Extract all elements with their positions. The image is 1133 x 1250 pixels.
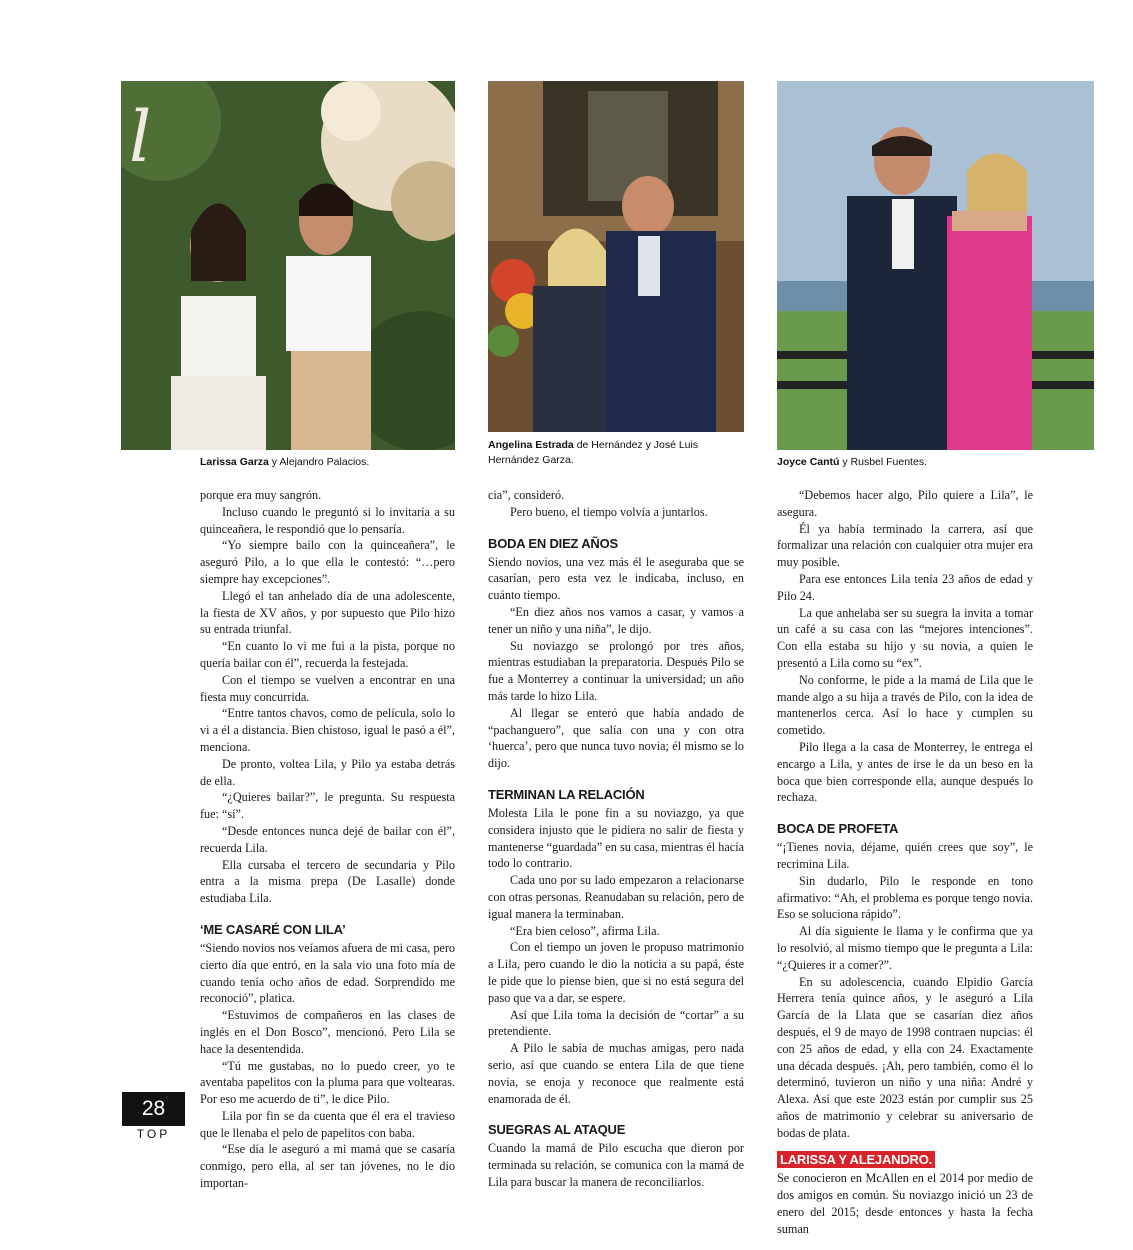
paragraph: Sin dudarlo, Pilo le responde en tono afirmativo: “Ah, el problema es porque tengo novia. Eso se soluciona rápido”. — [777, 873, 1033, 922]
paragraph: “¿Quieres bailar?”, le pregunta. Su respuesta fue: “sí”. — [200, 790, 455, 822]
highlight-heading: LARISSA Y ALEJANDRO. — [777, 1151, 935, 1168]
paragraph: Incluso cuando le preguntó si lo invitaría a su quinceañera, le respondió que lo pensaría. — [200, 504, 455, 536]
paragraph: Pero bueno, el tiempo volvía a juntarlos. — [510, 504, 708, 519]
paragraph: Con el tiempo se vuelven a encontrar en una fiesta muy concurrida. — [200, 672, 455, 704]
photo-larissa-alejandro — [121, 81, 455, 450]
photo-angelina-jose-luis — [488, 81, 744, 432]
paragraph: “Tú me gustabas, no lo puedo creer, yo te aventaba papelitos con la pluma para que voltearas. Por eso me acuerdo de ti”, le dice Pilo. — [200, 1058, 455, 1107]
section-heading: BODA EN DIEZ AÑOS — [488, 535, 618, 551]
paragraph: Pilo llega a la casa de Monterrey, le entrega el encargo a Lila, y antes de irse le da un beso en la boca que bien corresponde ella, aunque después lo rechaza. — [777, 739, 1033, 805]
section-heading: SUEGRAS AL ATAQUE — [488, 1122, 626, 1138]
section-heading: BOCA DE PROFETA — [777, 821, 899, 837]
caption-text: de Hernández y José Luis Hernández Garza. — [488, 439, 699, 466]
section-heading: TERMINAN LA RELACIÓN — [488, 786, 645, 802]
paragraph: “Debemos hacer algo, Pilo quiere a Lila”, le asegura. — [777, 488, 1033, 519]
article-column-3 — [777, 487, 1033, 1238]
section-heading: ‘ME CASARÉ CON LILA’ — [200, 921, 346, 937]
photo-joyce-rusbel — [777, 81, 1094, 450]
paragraph: Con el tiempo un joven le propuso matrimonio a Lila, pero cuando le dio la noticia a su papá, éste le pide que lo piense bien, que si no está segura del paso que va a dar, se espere. — [488, 940, 744, 1005]
caption-name: Joyce Cantú — [777, 456, 840, 468]
paragraph: Para ese entonces Lila tenía 23 años de edad y Pilo 24. — [777, 571, 1033, 603]
photo-caption — [777, 455, 1094, 470]
caption-text: y Alejandro Palacios. — [268, 456, 370, 468]
paragraph: “Era bien celoso”, afirma Lila. — [510, 923, 660, 938]
paragraph: Cuando la mamá de Pilo escucha que dieron por terminada su relación, se comunica con la mamá de Lila para buscar la manera de reconciliarlos. — [488, 1141, 744, 1189]
paragraph: porque era muy sangrón. — [200, 488, 322, 502]
photo-caption — [488, 438, 744, 468]
paragraph: La que anhelaba ser su suegra la invita a tomar un café a su casa con las “mejores intenciones”. Con ella estaba su hijo y su novia, a quien le presentó a Lila como su “ex”. — [777, 605, 1033, 670]
article-column-2 — [488, 487, 744, 1191]
paragraph: “Desde entonces nunca dejé de bailar con él”, recuerda Lila. — [200, 823, 455, 855]
page-number: 28 — [122, 1092, 185, 1126]
paragraph: Cada uno por su lado empezaron a relacionarse con otras personas. Reanudaban su relación, pero de igual manera la terminaban. — [488, 873, 744, 921]
paragraph: Ella cursaba el tercero de secundaria y Pilo entra a la misma prepa (De Lasalle) donde estudiaba Lila. — [200, 857, 455, 906]
svg-text:l: l — [129, 96, 152, 178]
caption-text: y Rusbel Fuentes. — [839, 456, 927, 468]
paragraph: “Entre tantos chavos, como de película, solo lo vi a él a distancia. Bien chistoso, igual le pasó a él”, menciona. — [200, 706, 455, 754]
paragraph: “Estuvimos de compañeros en las clases de inglés en el Don Bosco”, mencionó. Pero Lila se hace la desentendida. — [200, 1008, 455, 1056]
paragraph: Al día siguiente le llama y le confirma que ya lo resolvió, al mismo tiempo que le pregunta a Lila: “¿Quieres ir a comer?”. — [777, 924, 1033, 972]
paragraph: Lila por fin se da cuenta que él era el travieso que le llenaba el pelo de papelitos con baba. — [200, 1108, 455, 1140]
paragraph: “Ese día le aseguró a mi mamá que se casaría conmigo, pero ella, al ser tan jóvenes, no le dio importan- — [200, 1142, 455, 1191]
paragraph: Molesta Lila le pone fin a su noviazgo, ya que considera injusto que le pidiera no salir de fiesta y mantenerse “guardada” en su casa, mientras él hacía todo lo contrario. — [488, 805, 744, 871]
paragraph: Él ya había terminado la carrera, así que formalizar una relación con cualquier otra mujer era muy posible. — [777, 521, 1033, 570]
paragraph: De pronto, voltea Lila, y Pilo ya estaba detrás de ella. — [200, 756, 455, 788]
paragraph: Su noviazgo se prolongó por tres años, mientras estudiaban la preparatoria. Después Pilo se fue a Monterrey a continuar la universidad; un año más tarde lo hizo Lila. — [488, 638, 744, 703]
caption-name: Larissa Garza — [200, 456, 269, 468]
paragraph: A Pilo le sabía de muchas amigas, pero nada serio, así que cuando se entera Lila de que tiene novia, se enoja y reconoce que realmente está enamorada de él. — [488, 1041, 744, 1106]
paragraph: “¡Tienes novia, déjame, quién crees que soy”, le recrimina Lila. — [777, 840, 1033, 871]
paragraph: Al llegar se enteró que había andado de “pachanguero”, que salía con una y con otra ‘huerca’, pero que nunca tuvo novia; él mismo se lo dijo. — [488, 705, 744, 771]
paragraph: “En cuanto lo vi me fui a la pista, porque no quería bailar con él”, recuerda la festejada. — [200, 639, 455, 670]
paragraph: Así que Lila toma la decisión de “cortar” a su pretendiente. — [488, 1007, 744, 1039]
paragraph: En su adolescencia, cuando Elpidio García Herrera tenía quince años, y le aseguró a Lila García de la Llata que se casarían diez años después, el 9 de mayo de 1998 contraen nupcias: él con 25 años de edad, y ella con 24. Exactamente una década después. ¡Ah, pero también, como él lo determinó, tuvieron un niño y una niña: André y Alexa. Así que este 2023 están por cumplir sus 25 años de matrimonio y celebrar su aniversario de bodas de plata. — [777, 974, 1033, 1140]
paragraph: Llegó el tan anhelado día de una adolescente, la fiesta de XV años, y por supuesto que Pilo hizo su entrada triunfal. — [200, 588, 455, 637]
paragraph: No conforme, le pide a la mamá de Lila que le mande algo a su hija a través de Pilo, con la idea de mantenerlos cerca. Así lo hace y cumplen su cometido. — [777, 672, 1033, 738]
paragraph: “En diez años nos vamos a casar, y vamos a tener un niño y una niña”, le dijo. — [488, 604, 744, 636]
article-column-1 — [200, 487, 455, 1192]
paragraph: cia”, consideró. — [488, 488, 565, 502]
paragraph: “Yo siempre bailo con la quinceañera”, le aseguró Pilo, a lo que ella le contestó: “…pero siempre hay excepciones”. — [200, 538, 455, 586]
paragraph: “Siendo novios nos veíamos afuera de mi casa, pero cierto día que entró, en la sala vio una foto mía de cuando tenía ocho años de edad. Sorprendido me reconoció”, platica. — [200, 940, 455, 1006]
caption-name: Angelina Estrada — [488, 439, 574, 451]
section-label: TOP — [136, 1127, 171, 1141]
paragraph: Siendo novios, una vez más él le aseguraba que se casarían, pero esta vez le indicaba, incluso, en cuánto tiempo. — [488, 554, 744, 603]
paragraph: Se conocieron en McAllen en el 2014 por medio de dos amigos en común. Su noviazgo inició un 23 de enero del 2015; desde entonces y hasta la fecha suman — [777, 1171, 1033, 1236]
photo-caption — [200, 455, 455, 470]
